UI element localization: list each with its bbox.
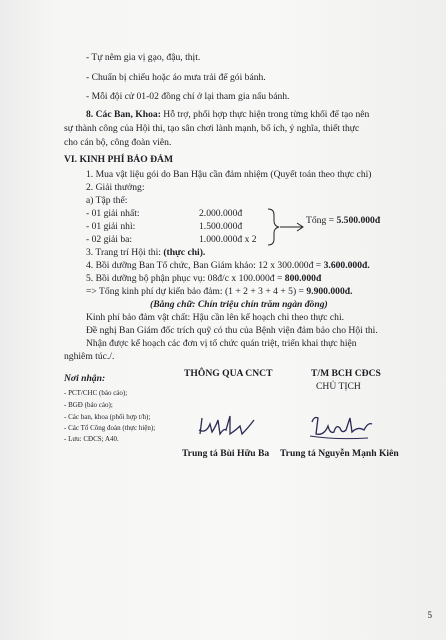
prize-2-value: 1.500.000đ — [199, 221, 243, 232]
budget-item-4: 4. Bồi dưỡng Ban Tổ chức, Ban Giám khảo: 12 x 300.000đ = 3.600.000đ. — [86, 260, 370, 271]
prize-1-value: 2.000.000đ — [199, 208, 243, 219]
note-2: Đề nghị Ban Giám đốc trích quỹ có thu của Bệnh viện đảm bảo cho Hội thi. — [86, 325, 378, 336]
recipient-line: - Lưu: CĐCS; A40. — [64, 435, 119, 443]
prize-3-label: - 02 giải ba: — [86, 234, 133, 245]
right-signatory-title: T/M BCH CĐCS — [311, 368, 381, 379]
item7-line-3: - Mỗi đội cử 01-02 đồng chí ở lại tham gia nấu bánh. — [86, 91, 290, 102]
budget-total: => Tổng kinh phí dự kiến bảo đảm: (1 + 2 + 3 + 4 + 5) = 9.900.000đ. — [86, 286, 353, 297]
prize-3-value: 1.000.000đ x 2 — [199, 234, 257, 245]
budget-item-5: 5. Bồi dưỡng bộ phận phục vụ: 08đ/c x 100.000đ = 800.000đ — [86, 273, 322, 284]
item8-label: 8. Các Ban, Khoa: — [86, 109, 161, 120]
note-1: Kinh phí bảo đảm vật chất: Hậu cần lên kế hoạch chi theo thực chi. — [86, 312, 345, 323]
right-signatory-role: CHỦ TỊCH — [316, 381, 361, 392]
section-heading: VI. KINH PHÍ BẢO ĐẢM — [64, 154, 173, 165]
left-signatory-name: Trung tá Bùi Hữu Ba — [182, 448, 270, 459]
item7-line-1: - Tự nêm gia vị gạo, đậu, thịt. — [86, 52, 201, 63]
item8-line-3: cho cán bộ, công đoàn viên. — [64, 137, 172, 148]
note-3a: Nhận được kế hoạch các đơn vị tổ chức quán triệt, triển khai thực hiện — [86, 338, 357, 349]
recipient-line: - PCT/CHC (báo cáo); — [64, 389, 128, 397]
recipients-title: Nơi nhận: — [64, 373, 106, 384]
budget-item-3: 3. Trang trí Hội thi: (thực chi). — [86, 247, 206, 258]
budget-item-2a: a) Tập thể: — [86, 195, 128, 206]
total-prize: Tổng = 5.500.000đ — [306, 215, 381, 226]
item8-text: Hỗ trợ, phối hợp thực hiện trong từng khối để tạo nên — [163, 109, 370, 120]
item8-line-2: sự thành công của Hội thi, tạo sân chơi lành mạnh, bổ ích, ý nghĩa, thiết thực — [64, 123, 360, 134]
left-signatory-title: THÔNG QUA CNCT — [184, 368, 273, 379]
budget-in-words: (Bằng chữ: Chín triệu chín trăm ngàn đồng) — [150, 299, 328, 310]
right-signatory-name: Trung tá Nguyễn Mạnh Kiên — [280, 448, 399, 459]
budget-item-2: 2. Giải thưởng: — [86, 182, 145, 193]
recipient-line: - Các Tổ Công đoàn (thực hiện); — [64, 424, 156, 432]
page-number: 5 — [427, 610, 432, 620]
prize-1-label: - 01 giải nhất: — [86, 208, 140, 219]
item7-line-2: - Chuẩn bị chiếu hoặc áo mưa trải để gói bánh. — [86, 72, 266, 83]
budget-item-1: 1. Mua vật liệu gói do Ban Hậu cần đảm nhiệm (Quyết toán theo thực chi) — [86, 169, 372, 180]
note-3b: nghiêm túc./. — [64, 351, 115, 362]
signature-right-icon — [306, 408, 378, 444]
recipient-line: - BGĐ (báo cáo); — [64, 401, 113, 409]
signature-left-icon — [196, 408, 258, 442]
prize-2-label: - 01 giải nhì: — [86, 221, 136, 232]
recipient-line: - Các ban, khoa (phối hợp t/h); — [64, 413, 151, 421]
bracket-arrow-icon — [266, 207, 308, 247]
item8-line-1 — [86, 109, 369, 121]
